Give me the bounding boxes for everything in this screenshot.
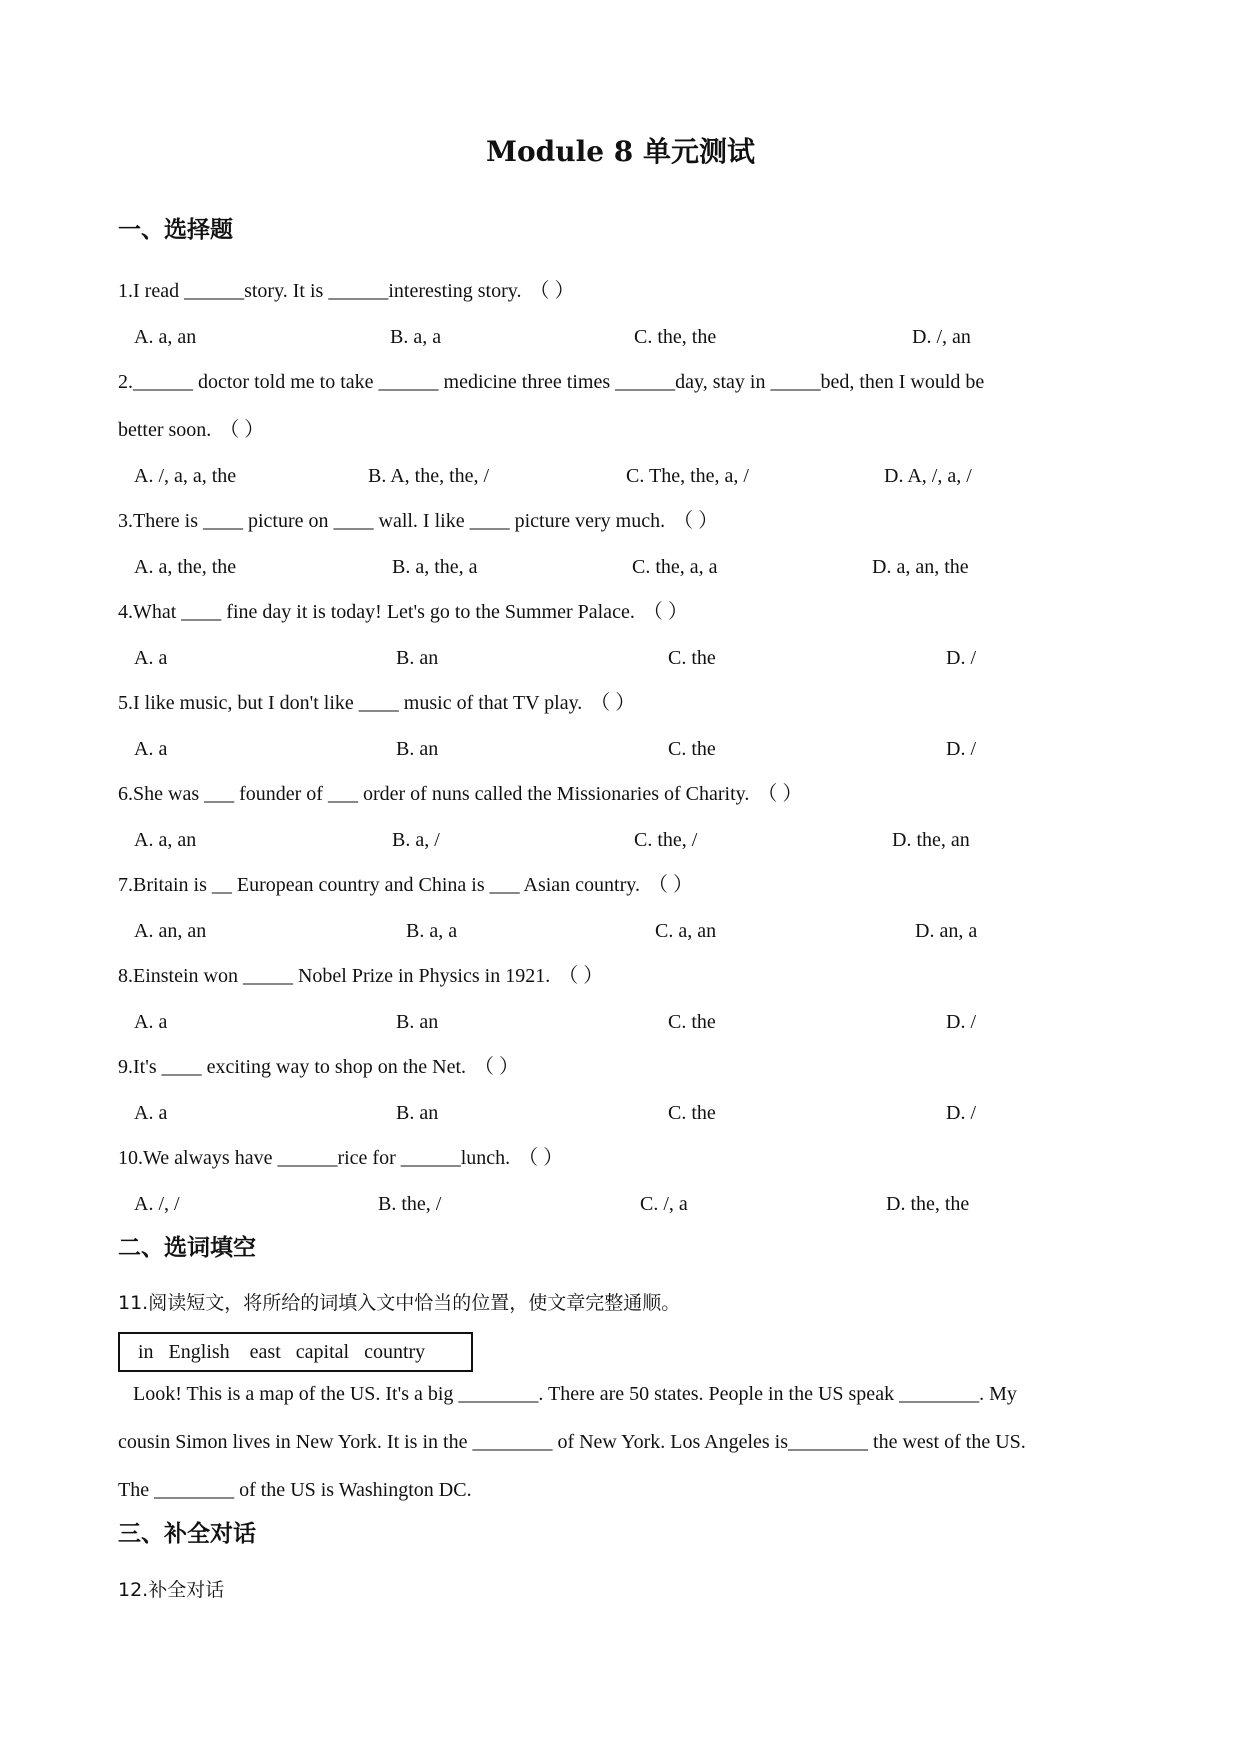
option-d: D. / — [946, 1011, 976, 1033]
question-stem-continued: better soon. — [118, 419, 212, 441]
question-stem: 1.I read ______story. It is ______interesting story. — [118, 280, 522, 302]
option-d: D. / — [946, 738, 976, 760]
option-d: D. the, an — [892, 829, 970, 851]
option-d: D. / — [946, 1102, 976, 1124]
option-a: A. a, an — [134, 326, 197, 348]
question-stem: 4.What ____ fine day it is today! Let's go to the Summer Palace. — [118, 601, 635, 623]
question-4 — [118, 598, 1128, 626]
option-b: B. an — [396, 1102, 439, 1124]
passage-line-1: Look! This is a map of the US. It's a big ________. There are 50 states. People in the US speak ________. My — [118, 1383, 1017, 1405]
question-stem: 10.We always have ______rice for ______lunch. — [118, 1147, 511, 1169]
option-d: D. /, an — [912, 326, 971, 348]
answer-paren: （ ） — [757, 783, 803, 805]
option-a: A. a, an — [134, 829, 197, 851]
option-a: A. a — [134, 1102, 168, 1124]
option-a: A. a, the, the — [134, 556, 237, 578]
question-1 — [118, 277, 1128, 305]
option-b: B. an — [396, 647, 439, 669]
question-6 — [118, 780, 1128, 808]
question-3 — [118, 507, 1128, 535]
answer-paren: （ ） — [558, 965, 604, 987]
question-stem: 7.Britain is __ European country and China is ___ Asian country. — [118, 874, 640, 896]
option-a: A. a — [134, 1011, 168, 1033]
question-10 — [118, 1144, 1128, 1172]
question-9 — [118, 1053, 1128, 1081]
option-d: D. A, /, a, / — [884, 465, 972, 487]
question-7 — [118, 871, 1128, 899]
word-bank-box: in English east capital country — [118, 1332, 473, 1372]
option-a: A. a — [134, 647, 168, 669]
section-heading-fill: 二、选词填空 — [118, 1235, 256, 1261]
option-b: B. a, a — [406, 920, 458, 942]
question-stem: 6.She was ___ founder of ___ order of nuns called the Missionaries of Charity. — [118, 783, 750, 805]
question-stem: 8.Einstein won _____ Nobel Prize in Physics in 1921. — [118, 965, 551, 987]
passage-line-3: The ________ of the US is Washington DC. — [118, 1479, 472, 1501]
answer-paren: （ ） — [590, 692, 636, 714]
dialogue-instruction: 12.补全对话 — [118, 1579, 225, 1601]
answer-paren: （ ） — [529, 280, 575, 302]
option-c: C. The, the, a, / — [626, 465, 749, 487]
question-2 — [118, 368, 1128, 396]
option-b: B. the, / — [378, 1193, 442, 1215]
option-c: C. /, a — [640, 1193, 688, 1215]
option-c: C. the, / — [634, 829, 698, 851]
option-c: C. a, an — [655, 920, 717, 942]
option-b: B. an — [396, 738, 439, 760]
option-d: D. the, the — [886, 1193, 970, 1215]
option-d: D. an, a — [915, 920, 978, 942]
fill-instruction: 11.阅读短文，将所给的词填入文中恰当的位置，使文章完整通顺。 — [118, 1292, 681, 1314]
answer-paren: （ ） — [219, 419, 265, 441]
option-c: C. the — [668, 647, 716, 669]
answer-paren: （ ） — [518, 1147, 564, 1169]
option-c: C. the, the — [634, 326, 717, 348]
page-title: Module 8 单元测试 — [485, 135, 756, 168]
question-stem: 5.I like music, but I don't like ____ music of that TV play. — [118, 692, 583, 714]
option-b: B. A, the, the, / — [368, 465, 490, 487]
option-c: C. the — [668, 1102, 716, 1124]
option-c: C. the — [668, 738, 716, 760]
passage-line-2: cousin Simon lives in New York. It is in the ________ of New York. Los Angeles is________ the west of the US. — [118, 1431, 1026, 1453]
option-a: A. /, / — [134, 1193, 180, 1215]
option-a: A. a — [134, 738, 168, 760]
option-a: A. an, an — [134, 920, 207, 942]
answer-paren: （ ） — [673, 510, 719, 532]
question-stem: 9.It's ____ exciting way to shop on the Net. — [118, 1056, 466, 1078]
option-b: B. a, / — [392, 829, 440, 851]
question-stem: 2.______ doctor told me to take ______ medicine three times ______day, stay in _____bed, then I would be — [118, 371, 985, 393]
answer-paren: （ ） — [474, 1056, 519, 1078]
question-stem: 3.There is ____ picture on ____ wall. I like ____ picture very much. — [118, 510, 666, 532]
option-d: D. a, an, the — [872, 556, 969, 578]
option-b: B. an — [396, 1011, 439, 1033]
answer-paren: （ ） — [647, 874, 693, 896]
section-heading-choice: 一、选择题 — [118, 217, 233, 243]
option-c: C. the, a, a — [632, 556, 718, 578]
question-2-continued — [118, 416, 1128, 444]
section-heading-dialogue: 三、补全对话 — [118, 1521, 256, 1547]
answer-paren: （ ） — [642, 601, 688, 623]
option-c: C. the — [668, 1011, 716, 1033]
question-5 — [118, 689, 1128, 717]
option-d: D. / — [946, 647, 976, 669]
option-b: B. a, a — [390, 326, 442, 348]
option-b: B. a, the, a — [392, 556, 478, 578]
question-8 — [118, 962, 1128, 990]
option-a: A. /, a, a, the — [134, 465, 237, 487]
